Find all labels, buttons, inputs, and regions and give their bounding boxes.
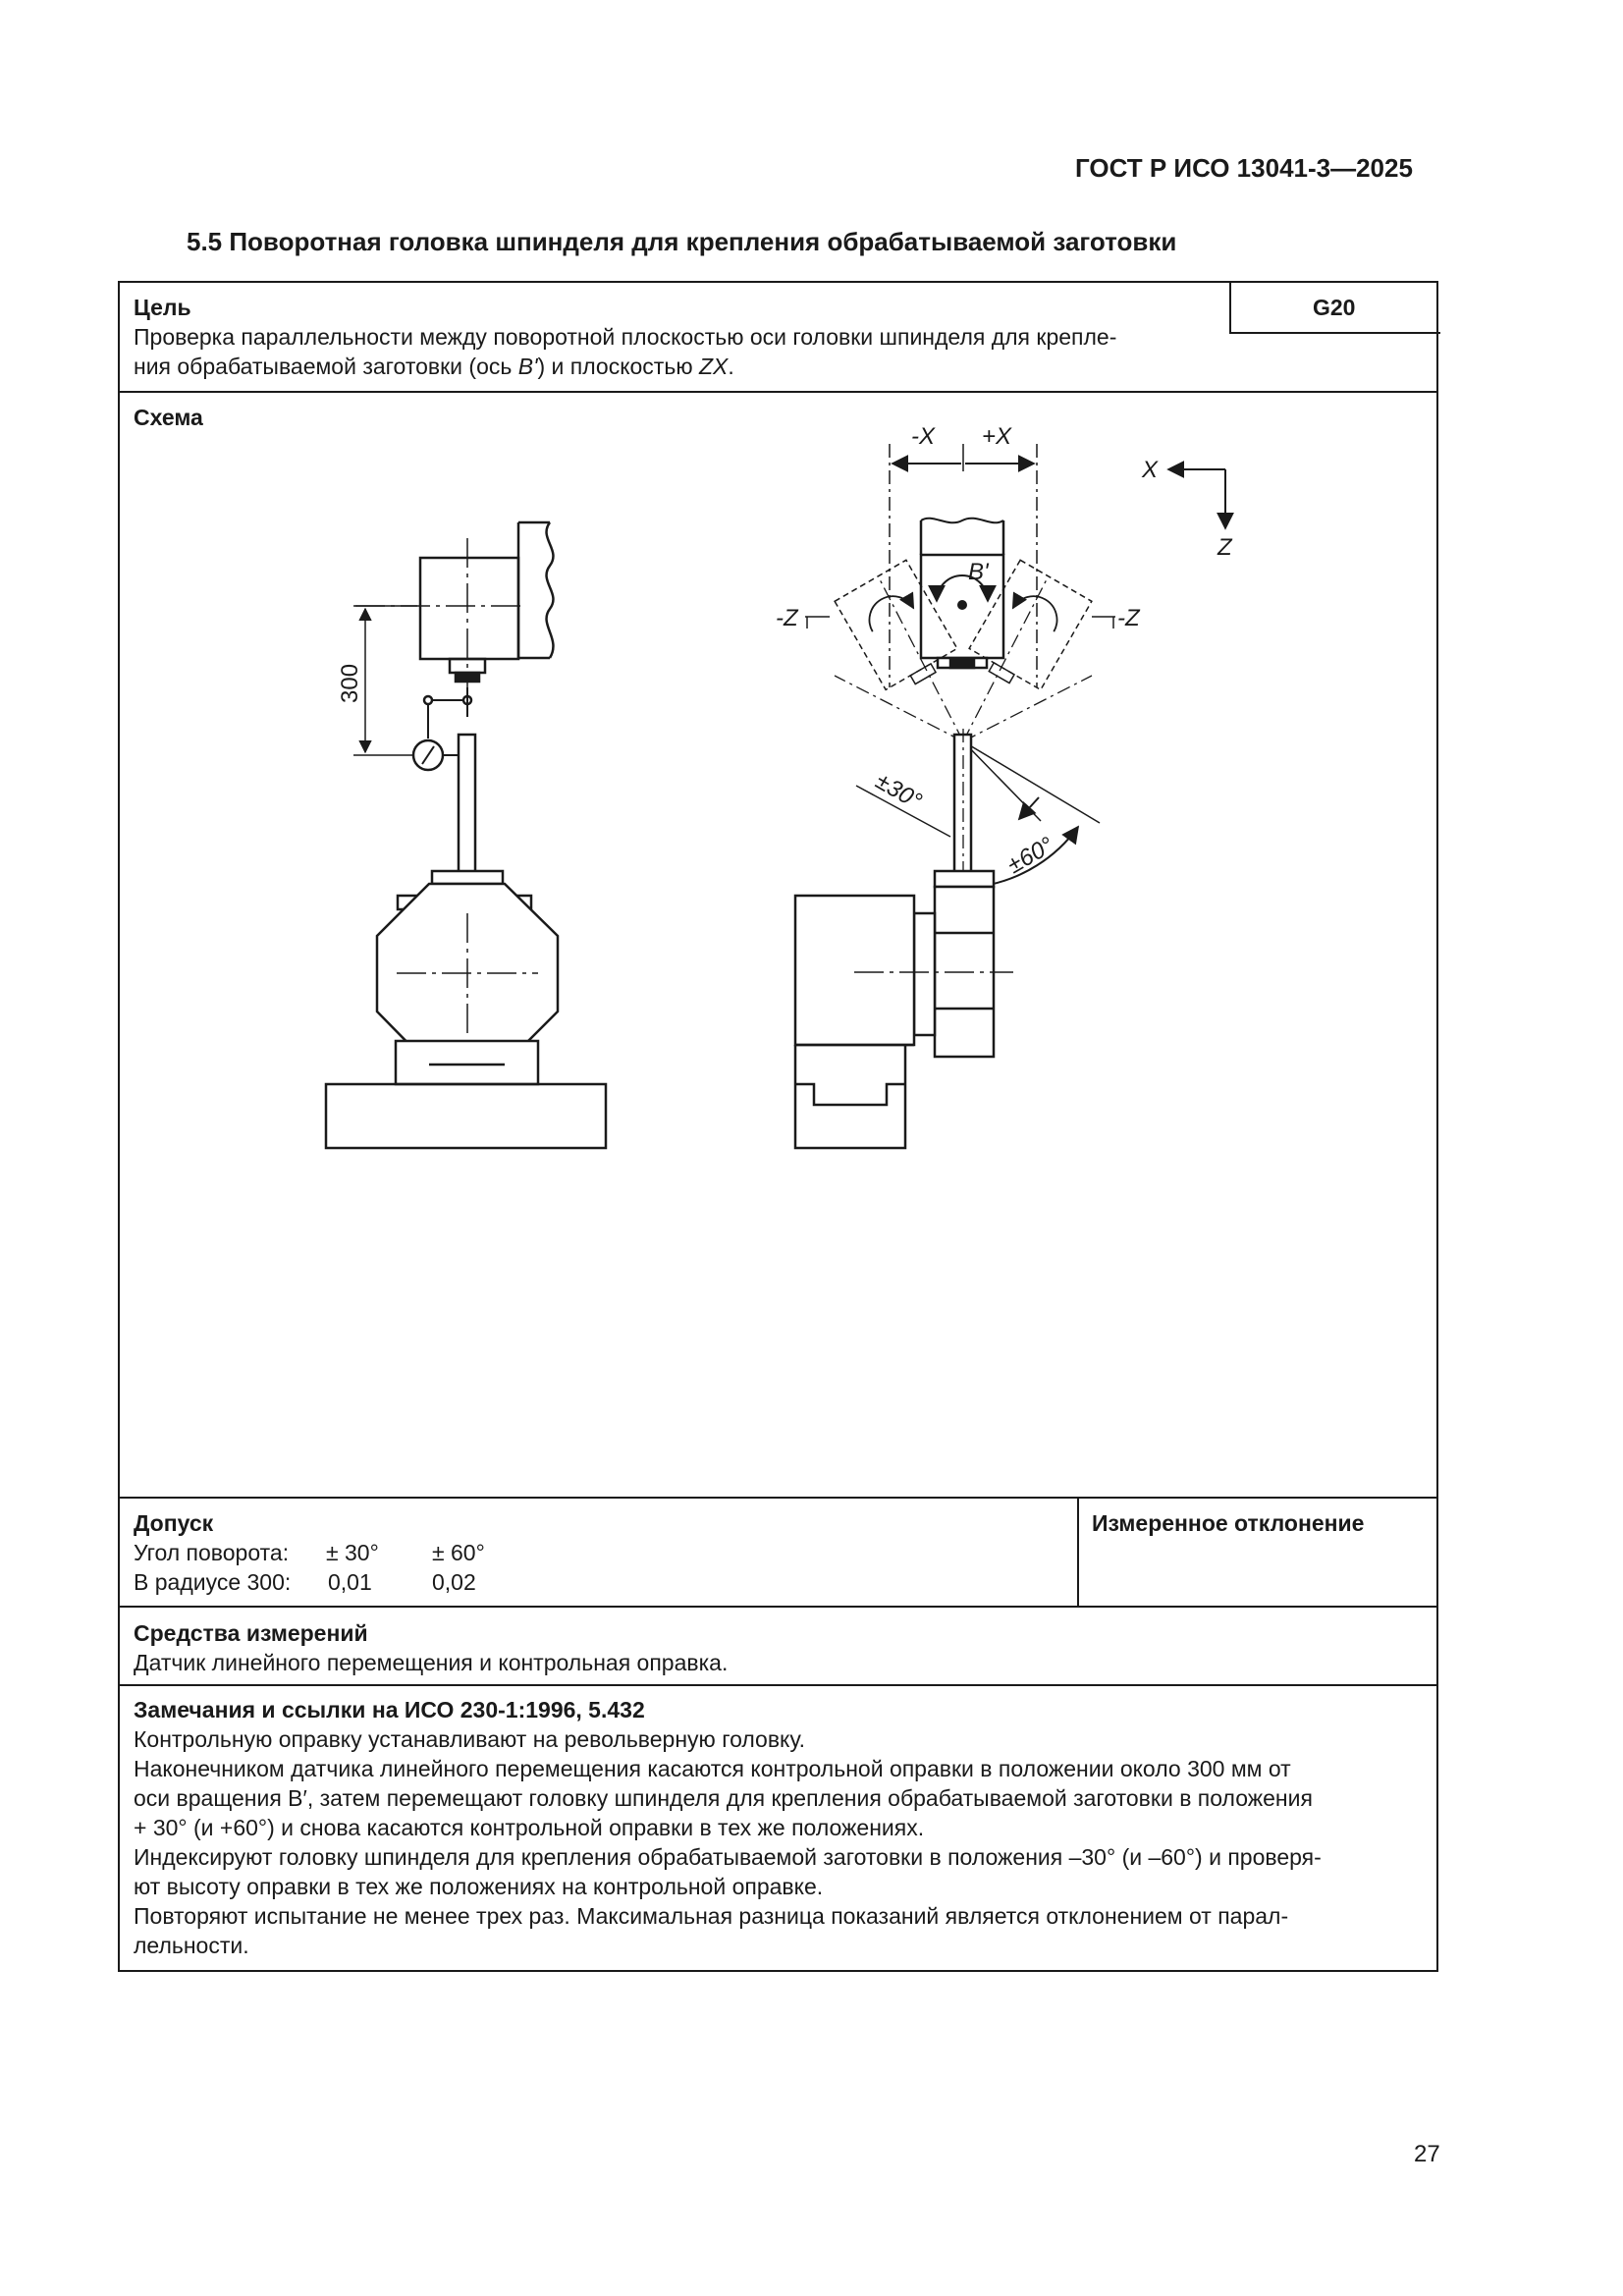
tolerance-row2-label: В радиусе 300: xyxy=(134,1569,292,1595)
test-code: G20 xyxy=(1313,295,1356,320)
tolerance-row1-label: Угол поворота: xyxy=(134,1540,290,1565)
notes-line: Контрольную оправку устанавливают на револьверную головку. xyxy=(134,1726,805,1752)
tolerance-row2-v1: 0,01 xyxy=(328,1569,372,1595)
objective-line-2c: ) и плоскостью xyxy=(537,354,699,379)
standard-designation: ГОСТ Р ИСО 13041-3—2025 xyxy=(1075,153,1413,183)
diagram-label: Схема xyxy=(134,405,203,430)
left-view xyxy=(326,522,606,1148)
minus-z-right-label: -Z xyxy=(1117,605,1140,631)
tolerance-row2-v2: 0,02 xyxy=(432,1569,476,1595)
angle-60-label: ±60° xyxy=(1002,832,1058,880)
notes-label: Замечания и ссылки на ИСО 230-1:1996, 5.432 xyxy=(134,1697,645,1722)
objective-line-2a: ния обрабатываемой заготовки (ось xyxy=(134,354,518,379)
axis-x-label: X xyxy=(1142,457,1159,483)
objective-line-2e: . xyxy=(728,354,734,379)
slide-base xyxy=(795,1045,905,1148)
minus-x-label: -X xyxy=(911,423,935,450)
turret-support xyxy=(396,1041,538,1084)
instruments-label: Средства измерений xyxy=(134,1620,368,1646)
tolerance-row1-v2: ± 60° xyxy=(432,1540,485,1565)
notes-line: Индексируют головку шпинделя для крепления обрабатываемой заготовки в положения –30° (и –60°) и проверя- xyxy=(134,1844,1322,1870)
minus-z-left-label: -Z xyxy=(776,605,798,631)
notes-line: ют высоту оправки в тех же положениях на контрольной оправке. xyxy=(134,1874,824,1899)
objective-axis-b: B' xyxy=(517,354,538,379)
right-view xyxy=(776,423,1233,1148)
spindle-wall-hatch xyxy=(518,522,550,658)
plus-x-label: +X xyxy=(982,423,1012,450)
section-title: 5.5 Поворотная головка шпинделя для крепления обрабатываемой заготовки xyxy=(187,227,1177,256)
instruments-text: Датчик линейного перемещения и контрольная оправка. xyxy=(134,1650,729,1675)
indicator-holder xyxy=(456,673,479,682)
break-line xyxy=(547,522,554,658)
page-number: 27 xyxy=(1414,2141,1440,2167)
objective-label: Цель xyxy=(134,295,191,320)
notes-line: Наконечником датчика линейного перемещения касаются контрольной оправки в положении около 300 мм от xyxy=(134,1756,1291,1781)
axis-z-label: Z xyxy=(1217,534,1232,561)
objective-line-1: Проверка параллельности между поворотной плоскостью оси головки шпинделя для крепле- xyxy=(134,324,1117,350)
machine-base xyxy=(326,1084,606,1148)
notes-line: лельности. xyxy=(134,1933,249,1958)
angle-30-label: ±30° xyxy=(871,767,927,815)
tolerance-row1-v1: ± 30° xyxy=(326,1540,379,1565)
tolerance-label: Допуск xyxy=(134,1510,214,1536)
notes-line: + 30° (и +60°) и снова касаются контрольной оправки в тех же положениях. xyxy=(134,1815,925,1840)
dimension-300: 300 xyxy=(337,663,363,703)
right-mandrel-flange xyxy=(935,871,994,887)
objective-plane-zx: ZX xyxy=(698,354,729,379)
notes-line: оси вращения B′, затем перемещают головку шпинделя для крепления обрабатываемой заготовки в положения xyxy=(134,1785,1313,1811)
mandrel-flange xyxy=(432,871,503,884)
test-mandrel xyxy=(459,735,475,872)
measured-deviation-label: Измеренное отклонение xyxy=(1092,1510,1365,1536)
spindle-head xyxy=(420,558,518,659)
notes-line: Повторяют испытание не менее трех раз. Максимальная разница показаний является отклонением от парал- xyxy=(134,1903,1289,1929)
axis-b-label: B' xyxy=(968,559,989,585)
headstock-body xyxy=(795,896,914,1045)
